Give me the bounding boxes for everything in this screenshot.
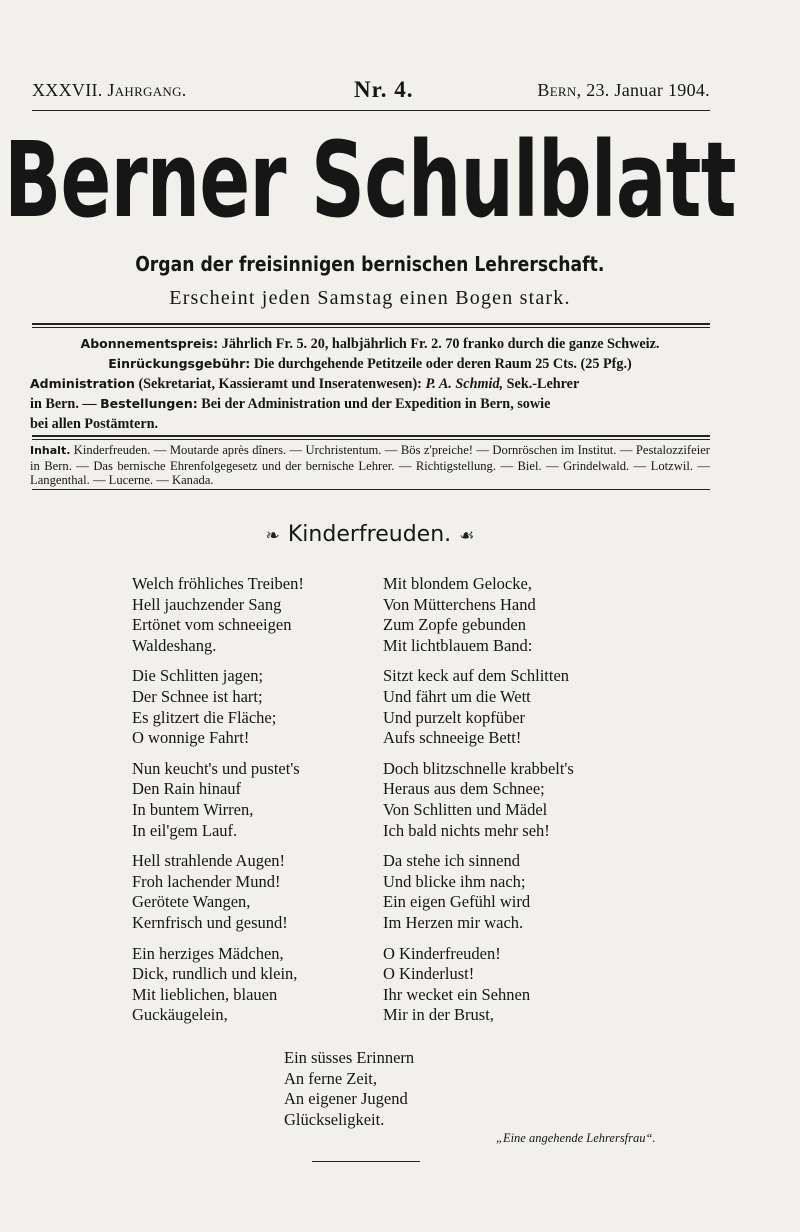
issue-number: Nr. 4.: [354, 77, 414, 102]
poem-line: Im Herzen mir wach.: [383, 912, 524, 932]
subscription-price-line: [30, 334, 710, 354]
poem-line: Froh lachender Mund!: [132, 871, 281, 891]
poem-line: Zum Zopfe gebunden: [383, 615, 526, 635]
administrator-name: P. A. Schmid,: [425, 376, 504, 392]
insertion-fee-line: [30, 354, 710, 374]
poem-line: Mir in der Brust,: [383, 1005, 494, 1025]
masthead-container: [4, 119, 736, 241]
masthead-subtitle: [30, 252, 710, 276]
poem-stanza: [132, 666, 304, 748]
poem-line: Sitzt keck auf dem Schlitten: [383, 666, 570, 686]
volume-word: Jahrgang.: [107, 80, 187, 100]
poem-line: Hell jauchzender Sang: [132, 594, 282, 614]
poem-stanza: [383, 851, 574, 933]
ornament-right-icon: ☙: [459, 526, 475, 546]
poem-line: Die Schlitten jagen;: [132, 666, 264, 686]
poem-line: O wonnige Fahrt!: [132, 728, 250, 748]
poem-line: Hell strahlende Augen!: [132, 851, 286, 871]
poem-line: Ihr wecket ein Sehnen: [383, 984, 531, 1004]
poem-line: Und blicke ihm nach;: [383, 871, 526, 891]
poem-stanza: [132, 851, 304, 933]
subscription-price-text: Jährlich Fr. 5. 20, halbjährlich Fr. 2. 70 franko durch die ganze Schweiz.: [218, 336, 660, 352]
poem-final-stanza: [284, 1048, 414, 1130]
poem-line: Glückseligkeit.: [284, 1109, 385, 1129]
poem-line: Mit blondem Gelocke,: [383, 574, 532, 593]
contents-label: Inhalt.: [30, 444, 71, 457]
poem-line: Ein süsses Erinnern: [284, 1048, 415, 1067]
poem-stanza: [132, 574, 304, 656]
poem-line: Nun keucht's und pustet's: [132, 758, 300, 778]
masthead-title: Berner Schulblatt: [4, 119, 736, 241]
poem-line: Welch fröhliches Treiben!: [132, 574, 304, 593]
double-rule-top-b: [32, 327, 710, 328]
poem-line: Heraus aus dem Schnee;: [383, 779, 545, 799]
poem-left-column: [132, 574, 304, 1036]
subscription-price-label: Abonnementspreis:: [80, 336, 219, 351]
volume-label: [32, 80, 187, 101]
double-rule-mid-a: [32, 435, 710, 437]
poem-line: In buntem Wirren,: [132, 799, 254, 819]
poem-line: Doch blitzschnelle krabbelt's: [383, 758, 574, 778]
poem-line: Ein eigen Gefühl wird: [383, 892, 531, 912]
poem-line: Den Rain hinauf: [132, 779, 242, 799]
contents-rule: [32, 489, 710, 490]
double-rule-top-a: [32, 323, 710, 325]
publication-frequency: Erscheint jeden Samstag einen Bogen stark.: [169, 287, 571, 309]
poem-stanza: [383, 574, 574, 656]
poem-stanza: [132, 759, 304, 841]
poem-line: An eigener Jugend: [284, 1089, 408, 1109]
insertion-fee-label: Einrückungsgebühr:: [108, 356, 251, 371]
poem-line: Guckäugelein,: [132, 1005, 228, 1025]
administration-text: (Sekretariat, Kassieramt und Inseratenwesen):: [134, 376, 426, 392]
poem-line: An ferne Zeit,: [284, 1068, 377, 1088]
poem-title: [30, 522, 710, 547]
administration-label: Administration: [30, 376, 135, 391]
administrator-title: Sek.-Lehrer: [503, 376, 580, 392]
header-rule: [32, 110, 710, 111]
ornament-left-icon: ❧: [265, 526, 280, 546]
volume-number: XXXVII.: [32, 80, 108, 100]
poem-line: Und purzelt kopfüber: [383, 707, 526, 727]
poem-right-column: [383, 574, 574, 1036]
orders-label: Bestellungen:: [100, 396, 198, 411]
insertion-fee-text: Die durchgehende Petitzeile oder deren Raum 25 Cts. (25 Pfg.): [250, 356, 632, 372]
poem-stanza: [383, 666, 574, 748]
date-city: Bern: [537, 80, 577, 100]
poem-line: Der Schnee ist hart;: [132, 686, 263, 706]
poem-line: Von Schlitten und Mädel: [383, 799, 548, 819]
administration-line: [30, 374, 710, 394]
poem-line: Und fährt um die Wett: [383, 686, 531, 706]
contents-text: Kinderfreuden. — Moutarde après dîners. — Urchristentum. — Bös z'preiche! — Dornröschen im Institut. — Pestalozzifeier in Bern. — Das bernische Ehrenfolgegesetz und der bernische Lehrer. — Richtigstellung. — Biel. — Grindelwald. — Lotzwil. — Langenthal. — Lucerne. — Kanada.: [30, 443, 710, 487]
poem-line: Ich bald nichts mehr seh!: [383, 820, 550, 840]
poem-line: Aufs schneeige Bett!: [383, 728, 522, 748]
poem-line: In eil'gem Lauf.: [132, 820, 238, 840]
issue-header: [32, 77, 710, 102]
end-rule: [312, 1161, 420, 1162]
poem-stanza: [132, 944, 304, 1026]
poem-line: Ein herziges Mädchen,: [132, 943, 284, 963]
subscription-info: [30, 334, 710, 434]
orders-line: [30, 394, 710, 414]
poem-line: Ertönet vom schneeigen: [132, 615, 292, 635]
subtitle-text: Organ der freisinnigen bernischen Lehrerschaft.: [135, 252, 605, 276]
poem-stanza: [383, 944, 574, 1026]
poem-stanza: [383, 759, 574, 841]
poem-line: O Kinderfreuden!: [383, 943, 501, 963]
poem-line: Kernfrisch und gesund!: [132, 912, 288, 932]
poem-line: Dick, rundlich und klein,: [132, 964, 298, 984]
poem-line: O Kinderlust!: [383, 964, 475, 984]
post-offices-text: bei allen Postämtern.: [30, 416, 159, 432]
poem-title-text: Kinderfreuden.: [287, 522, 452, 547]
date-text: , 23. Januar 1904.: [576, 80, 710, 100]
double-rule-mid-b: [32, 439, 710, 440]
orders-text: Bei der Administration und der Expedition in Bern, sowie: [197, 396, 551, 412]
orders-prefix: in Bern. —: [30, 396, 101, 412]
poem-line: Mit lichtblauem Band:: [383, 635, 533, 655]
poem-line: Gerötete Wangen,: [132, 892, 251, 912]
poem-line: Da stehe ich sinnend: [383, 851, 521, 871]
issue-date: [537, 80, 710, 101]
poem-line: Mit lieblichen, blauen: [132, 984, 278, 1004]
poem-line: Von Mütterchens Hand: [383, 594, 536, 614]
post-offices-line: [30, 414, 710, 434]
poem-line: Es glitzert die Fläche;: [132, 707, 277, 727]
table-of-contents: [30, 443, 710, 488]
poem-line: Waldeshang.: [132, 635, 217, 655]
poem-signature: „Eine angehende Lehrersfrau“.: [496, 1131, 656, 1145]
